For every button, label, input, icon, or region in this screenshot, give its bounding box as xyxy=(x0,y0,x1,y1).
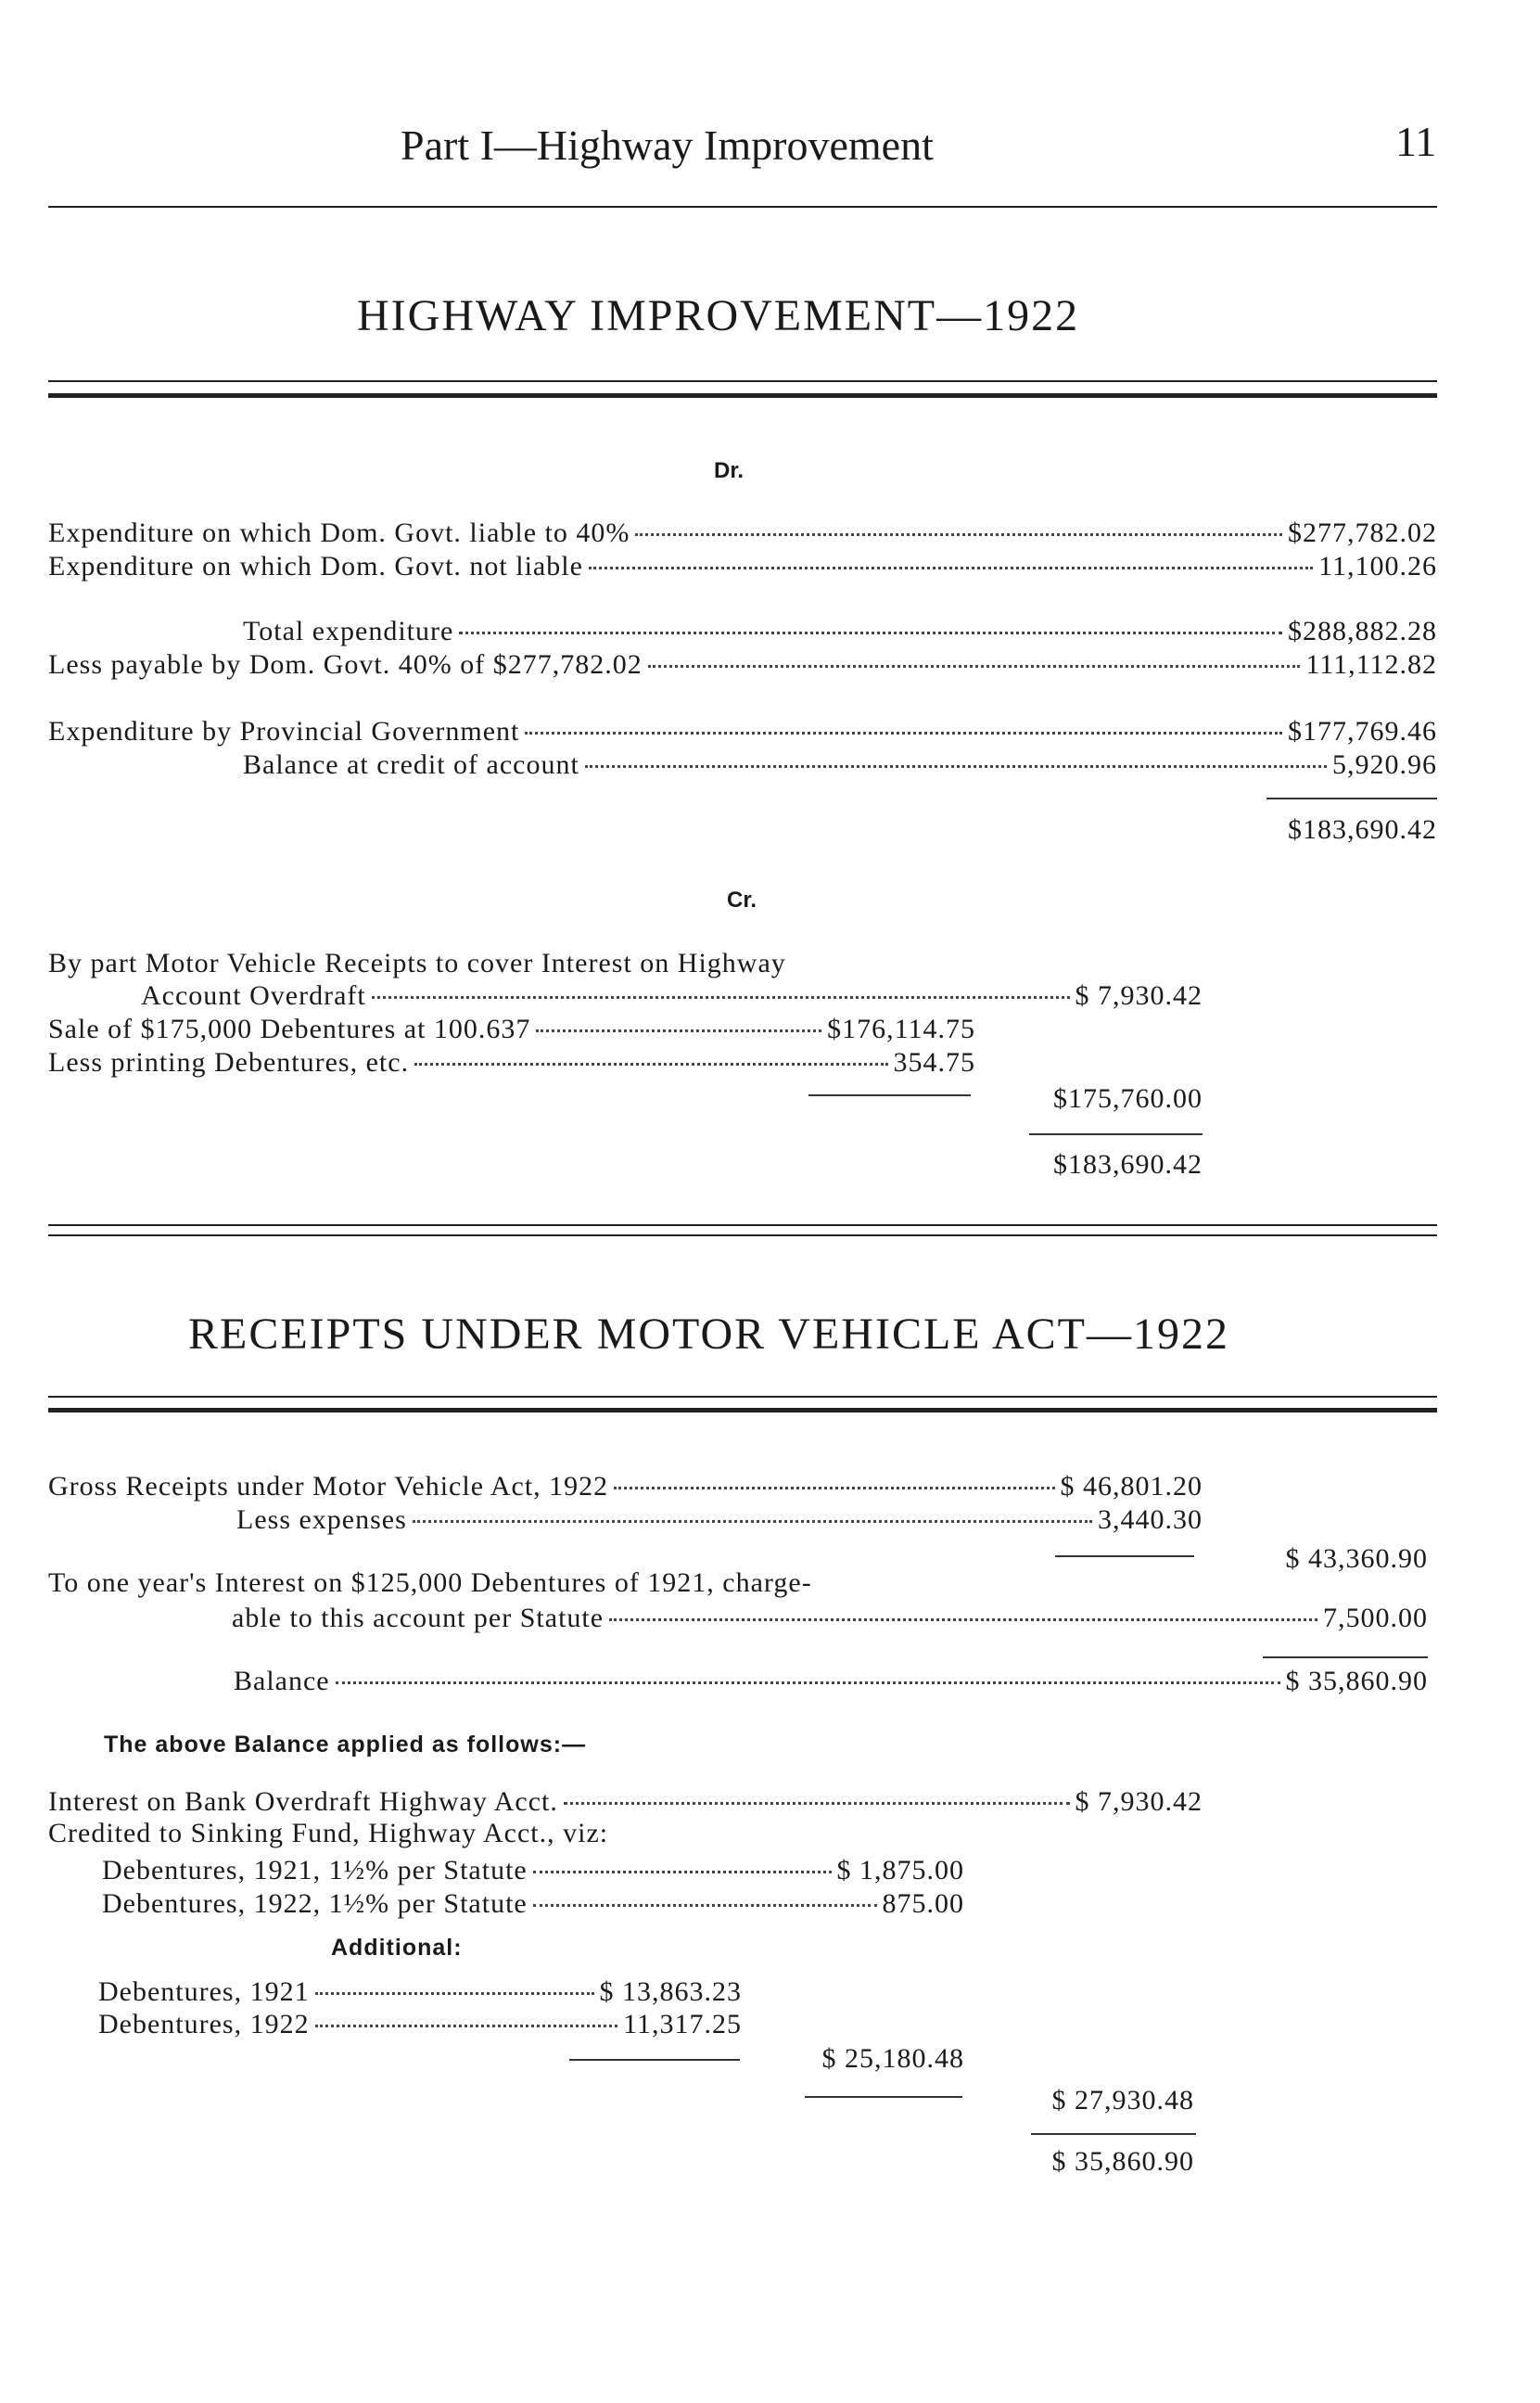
dr-line-provincial-value: $177,769.46 xyxy=(1288,716,1437,747)
debentures-1922-statute-label: Debentures, 1922, 1½% per Statute xyxy=(102,1888,528,1919)
leader-dots xyxy=(564,1802,1070,1805)
dr-line-total-value: $288,882.28 xyxy=(1288,616,1437,646)
gross-receipts-label: Gross Receipts under Motor Vehicle Act, 1922 xyxy=(48,1471,609,1502)
interest-overdraft xyxy=(48,1786,1203,1818)
highway-title-rule-bottom xyxy=(48,393,1437,398)
dr-line-balance xyxy=(243,749,1437,781)
leader-dots xyxy=(315,2025,617,2027)
leader-dots xyxy=(536,1029,821,1032)
leader-dots xyxy=(635,533,1282,536)
cr-motor-receipts-value: $ 7,930.42 xyxy=(1075,980,1203,1011)
gross-sum-rule xyxy=(1055,1555,1194,1557)
highway-section-title: HIGHWAY IMPROVEMENT—1922 xyxy=(357,291,1080,340)
sinking-fund-subtotal: $ 25,180.48 xyxy=(821,2043,964,2074)
additional-1921 xyxy=(98,1976,742,2008)
interest-debentures-value: 7,500.00 xyxy=(1323,1603,1428,1633)
net-receipts-value: $ 43,360.90 xyxy=(1285,1543,1428,1574)
leader-dots xyxy=(459,632,1282,634)
dr-line-liable xyxy=(48,518,1437,549)
leader-dots xyxy=(614,1487,1054,1489)
debentures-1921-statute-label: Debentures, 1921, 1½% per Statute xyxy=(102,1855,528,1885)
receipts-balance-value: $ 35,860.90 xyxy=(1285,1666,1428,1696)
applied-total: $ 35,860.90 xyxy=(1051,2146,1194,2177)
interest-debentures-line2-label: able to this account per Statute xyxy=(232,1603,605,1633)
dr-line-provincial xyxy=(48,716,1437,748)
leader-dots xyxy=(648,665,1301,668)
leader-dots xyxy=(414,1063,887,1066)
cr-motor-receipts-line2-label: Account Overdraft xyxy=(141,980,366,1011)
receipts-balance-label: Balance xyxy=(234,1666,330,1696)
dr-line-liable-label: Expenditure on which Dom. Govt. liable to 40% xyxy=(48,518,630,548)
debentures-1922-statute-value: 875.00 xyxy=(882,1888,964,1919)
applied-sum-rule xyxy=(1031,2133,1196,2135)
cr-sale-rule xyxy=(808,1094,971,1096)
dr-line-not-liable-value: 11,100.26 xyxy=(1318,551,1437,582)
cr-sale-debentures-label: Sale of $175,000 Debentures at 100.637 xyxy=(48,1014,531,1044)
running-head-title: Part I—Highway Improvement xyxy=(401,121,934,169)
dr-line-not-liable-label: Expenditure on which Dom. Govt. not liable xyxy=(48,551,583,582)
dr-line-not-liable xyxy=(48,551,1437,582)
cr-net-debentures-value: $175,760.00 xyxy=(1053,1083,1203,1114)
section-divider-top xyxy=(48,1224,1437,1226)
interest-debentures-line2 xyxy=(232,1603,1428,1634)
cr-less-printing-value: 354.75 xyxy=(893,1047,975,1078)
leader-dots xyxy=(336,1681,1280,1684)
page-number: 11 xyxy=(1395,118,1437,165)
dr-line-total xyxy=(243,616,1437,647)
interest-debentures-line1: To one year's Interest on $125,000 Debentures of 1921, charge- xyxy=(48,1567,812,1598)
leader-dots xyxy=(533,1871,832,1873)
sinking-sum-rule xyxy=(805,2096,962,2098)
dr-sum-rule xyxy=(1266,798,1437,799)
receipts-section-title: RECEIPTS UNDER MOTOR VEHICLE ACT—1922 xyxy=(188,1310,1229,1359)
less-expenses-label: Less expenses xyxy=(236,1504,407,1535)
dr-line-less-payable xyxy=(48,649,1437,681)
dr-total-value: $183,690.42 xyxy=(1288,814,1437,845)
gross-receipts-value: $ 46,801.20 xyxy=(1060,1471,1203,1502)
interest-sum-rule xyxy=(1263,1656,1428,1658)
applied-subtotal: $ 27,930.48 xyxy=(1051,2085,1194,2115)
additional-1921-value: $ 13,863.23 xyxy=(599,1976,742,2007)
additional-1922-label: Debentures, 1922 xyxy=(98,2009,310,2039)
dr-line-total-label: Total expenditure xyxy=(243,616,454,646)
dr-line-balance-value: 5,920.96 xyxy=(1332,749,1437,780)
dr-line-liable-value: $277,782.02 xyxy=(1288,518,1437,548)
leader-dots xyxy=(589,567,1313,569)
cr-motor-receipts-line2 xyxy=(141,980,1203,1012)
cr-sale-debentures xyxy=(48,1014,975,1045)
applied-heading: The above Balance applied as follows:— xyxy=(104,1732,587,1758)
debit-label: Dr. xyxy=(714,458,745,483)
cr-total-value: $183,690.42 xyxy=(1053,1149,1203,1180)
credit-label: Cr. xyxy=(727,888,757,913)
leader-dots xyxy=(372,996,1070,999)
cr-sum-rule xyxy=(1029,1133,1203,1135)
debentures-1921-statute-value: $ 1,875.00 xyxy=(836,1855,964,1885)
cr-motor-receipts-line1: By part Motor Vehicle Receipts to cover Interest on Highway xyxy=(48,948,786,978)
dr-line-less-payable-value: 111,112.82 xyxy=(1305,649,1437,680)
leader-dots xyxy=(585,765,1327,768)
additional-heading: Additional: xyxy=(331,1935,463,1961)
receipts-title-rule-top xyxy=(48,1396,1437,1398)
header-rule xyxy=(48,206,1437,208)
leader-dots xyxy=(609,1618,1317,1621)
less-expenses-value: 3,440.30 xyxy=(1098,1504,1203,1535)
additional-sum-rule xyxy=(569,2059,740,2061)
leader-dots xyxy=(315,1992,594,1995)
additional-1921-label: Debentures, 1921 xyxy=(98,1976,310,2007)
cr-less-printing-label: Less printing Debentures, etc. xyxy=(48,1047,410,1078)
dr-line-less-payable-label: Less payable by Dom. Govt. 40% of $277,782.02 xyxy=(48,649,643,680)
gross-receipts xyxy=(48,1471,1203,1502)
leader-dots xyxy=(525,732,1282,735)
less-expenses xyxy=(236,1504,1203,1536)
highway-title-rule-top xyxy=(48,380,1437,382)
cr-less-printing xyxy=(48,1047,975,1079)
additional-1922-value: 11,317.25 xyxy=(623,2009,742,2039)
credited-sinking-fund: Credited to Sinking Fund, Highway Acct., viz: xyxy=(48,1818,609,1848)
receipts-balance xyxy=(234,1666,1428,1697)
cr-sale-debentures-value: $176,114.75 xyxy=(827,1014,975,1044)
debentures-1922-statute xyxy=(102,1888,964,1920)
leader-dots xyxy=(533,1904,877,1907)
interest-overdraft-value: $ 7,930.42 xyxy=(1075,1786,1203,1817)
section-divider-bottom xyxy=(48,1234,1437,1236)
dr-line-balance-label: Balance at credit of account xyxy=(243,749,579,780)
additional-1922 xyxy=(98,2009,742,2040)
receipts-title-rule-bottom xyxy=(48,1408,1437,1412)
interest-overdraft-label: Interest on Bank Overdraft Highway Acct. xyxy=(48,1786,558,1817)
leader-dots xyxy=(413,1520,1092,1523)
dr-line-provincial-label: Expenditure by Provincial Government xyxy=(48,716,520,747)
debentures-1921-statute xyxy=(102,1855,964,1886)
